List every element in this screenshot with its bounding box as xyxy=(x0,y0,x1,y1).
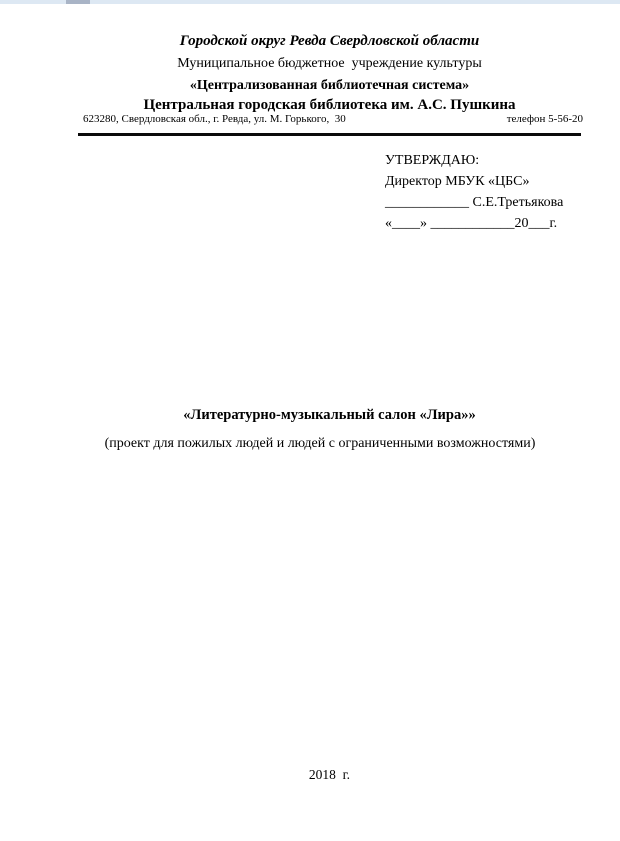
approval-director-line: Директор МБУК «ЦБС» xyxy=(385,174,530,189)
approval-signature-line: ____________ С.Е.Третьякова xyxy=(385,195,564,210)
scrollbar-thumb[interactable] xyxy=(66,0,90,4)
org-address: 623280, Свердловская обл., г. Ревда, ул. М. Горького, 30 xyxy=(83,113,346,125)
approval-heading: УТВЕРЖДАЮ: xyxy=(385,153,480,168)
approval-block xyxy=(385,150,563,234)
org-library-line: Центральная городская библиотека им. А.С. Пушкина xyxy=(143,97,516,113)
org-phone: телефон 5-56-20 xyxy=(506,113,583,125)
approval-date-line: «____» ____________20___г. xyxy=(385,216,558,231)
header-divider xyxy=(78,133,581,136)
org-type-line: Муниципальное бюджетное учреждение культуры xyxy=(177,56,482,71)
project-subtitle: (проект для пожилых людей и людей с ограниченными возможностями) xyxy=(104,436,536,451)
address-row xyxy=(83,113,583,125)
top-scrollbar xyxy=(0,0,620,4)
org-system-line: «Централизованная библиотечная система» xyxy=(189,78,470,93)
project-title: «Литературно-музыкальный салон «Лира»» xyxy=(183,407,476,423)
org-region-line: Городской округ Ревда Свердловской области xyxy=(179,33,480,49)
year-label: 2018 г. xyxy=(308,767,351,782)
